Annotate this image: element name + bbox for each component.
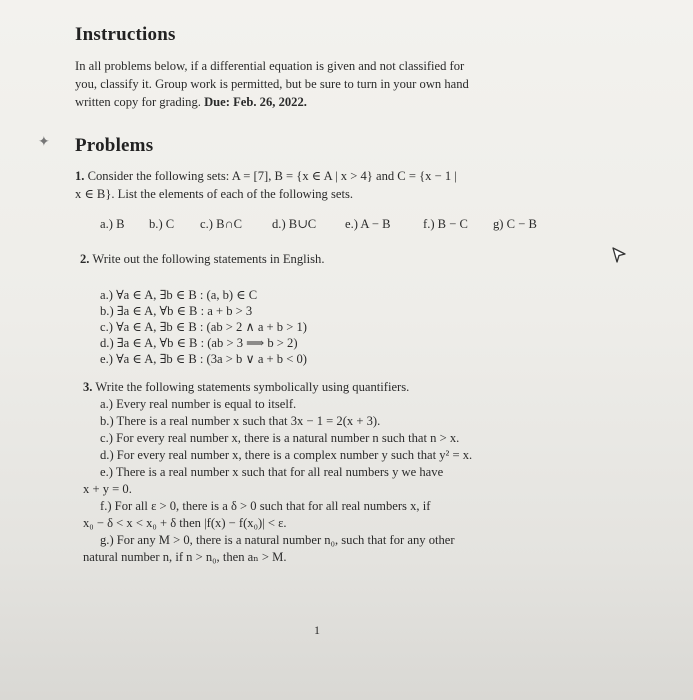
- instructions-line-3-text: written copy for grading.: [75, 95, 201, 109]
- instructions-line-2: you, classify it. Group work is permitted, but be sure to turn in your own hand: [75, 77, 469, 91]
- problem-3-part-a: a.) Every real number is equal to itself.: [100, 397, 297, 411]
- due-date: Due: Feb. 26, 2022.: [204, 95, 307, 109]
- page-number: 1: [314, 623, 320, 637]
- problem-3-part-f-line-2: x₀ − δ < x < x₀ + δ then |f(x) − f(x₀)| < ε.: [83, 516, 287, 530]
- problem-1-part-b: b.) C: [149, 217, 175, 231]
- problem-3-line: [83, 378, 409, 396]
- problem-1-part-g: g) C − B: [493, 217, 537, 231]
- problem-2-text: Write out the following statements in English.: [92, 252, 325, 266]
- problem-3-part-b: b.) There is a real number x such that 3x − 1 = 2(x + 3).: [100, 414, 381, 428]
- instructions-line-1: In all problems below, if a differential equation is given and not classified for: [75, 59, 465, 73]
- problem-3-part-e-line-1: e.) There is a real number x such that for all real numbers y we have: [100, 465, 444, 479]
- problem-2-line: [80, 250, 324, 268]
- problem-3-part-g-line-1: g.) For any M > 0, there is a natural number n₀, such that for any other: [100, 533, 455, 547]
- problem-3-part-e-line-2: x + y = 0.: [83, 482, 132, 496]
- problem-1-part-c: c.) B∩C: [200, 217, 242, 231]
- problem-2-number: 2.: [80, 252, 90, 266]
- problem-3-part-c: c.) For every real number x, there is a natural number n such that n > x.: [100, 431, 460, 445]
- instructions-heading: Instructions: [75, 24, 176, 45]
- problem-3-part-d: d.) For every real number x, there is a complex number y such that y² = x.: [100, 448, 473, 462]
- instructions-line-3: [75, 93, 307, 111]
- problem-2-part-c: c.) ∀a ∈ A, ∃b ∈ B : (ab > 2 ∧ a + b > 1): [100, 320, 307, 334]
- problems-heading: Problems: [75, 135, 154, 156]
- problem-3-part-g-line-2: natural number n, if n > n₀, then aₙ > M.: [83, 550, 287, 564]
- problem-1-line-2: x ∈ B}. List the elements of each of the following sets.: [75, 187, 354, 201]
- problem-3-number: 3.: [83, 380, 93, 394]
- problem-1-part-d: d.) B∪C: [272, 217, 317, 231]
- problem-1-line-1: [75, 167, 457, 185]
- problem-2-part-a: a.) ∀a ∈ A, ∃b ∈ B : (a, b) ∈ C: [100, 288, 258, 302]
- scan-mark-icon: ✦: [38, 135, 50, 150]
- problem-3-text: Write the following statements symbolically using quantifiers.: [95, 380, 410, 394]
- problem-1-part-f: f.) B − C: [423, 217, 468, 231]
- problem-1-text-1: Consider the following sets: A = [7], B = {x ∈ A | x > 4} and C = {x − 1 |: [87, 169, 457, 183]
- problem-2-part-d: d.) ∃a ∈ A, ∀b ∈ B : (ab > 3 ⟹ b > 2): [100, 336, 298, 350]
- mouse-pointer-icon: [611, 246, 627, 264]
- problem-2-part-e: e.) ∀a ∈ A, ∃b ∈ B : (3a > b ∨ a + b < 0): [100, 352, 307, 366]
- problem-3-part-f-line-1: f.) For all ε > 0, there is a δ > 0 such that for all real numbers x, if: [100, 499, 431, 513]
- problem-1-part-e: e.) A − B: [345, 217, 391, 231]
- problem-1-number: 1.: [75, 169, 85, 183]
- problem-2-part-b: b.) ∃a ∈ A, ∀b ∈ B : a + b > 3: [100, 304, 253, 318]
- problem-1-part-a: a.) B: [100, 217, 125, 231]
